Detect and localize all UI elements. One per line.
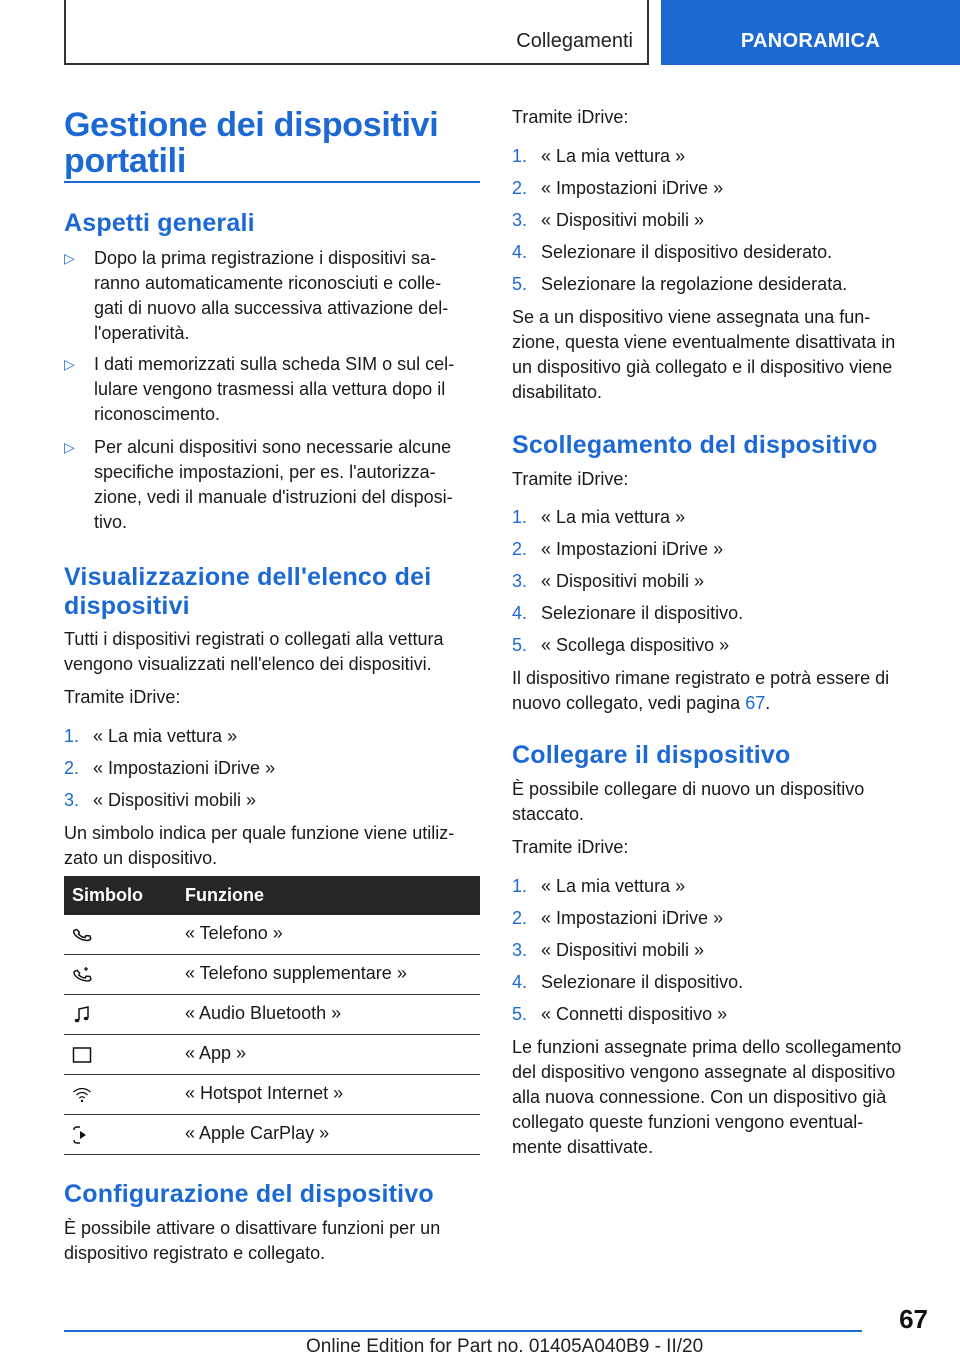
via-idrive-label: Tramite iDrive:: [512, 469, 629, 489]
step-number: 3.: [512, 210, 528, 230]
step-number: 3.: [512, 940, 528, 960]
paragraph-line: dispositivo registrato e collegato.: [64, 1243, 326, 1263]
footer-edition: Online Edition for Part no. 01405A040B9 - II/20: [306, 1336, 704, 1357]
carplay-icon: [72, 1125, 92, 1145]
paragraph-line: collegato queste funzioni vengono eventual-: [512, 1112, 864, 1132]
paragraph-line: staccato.: [512, 804, 585, 824]
step-number: 2.: [512, 539, 528, 559]
table-function-text: « App »: [185, 1043, 247, 1063]
page-title-line1: Gestione dei dispositivi: [64, 106, 439, 144]
step-text: « La mia vettura »: [93, 726, 238, 746]
paragraph-line-with-link: [512, 691, 770, 716]
step-text: Selezionare il dispositivo.: [541, 972, 744, 992]
paragraph-line: disabilitato.: [512, 382, 603, 402]
step-number: 5.: [512, 274, 528, 294]
table-function-text: « Apple CarPlay »: [185, 1123, 330, 1143]
step-number: 3.: [64, 790, 80, 810]
step-number: 1.: [64, 726, 80, 746]
step-number: 1.: [512, 876, 528, 896]
table-row: [64, 1075, 480, 1115]
paragraph-text: nuovo collegato, vedi pagina: [512, 693, 746, 713]
heading-device-list-line1: Visualizzazione dell'elenco dei: [64, 563, 432, 591]
via-idrive-label: Tramite iDrive:: [512, 107, 629, 127]
step-text: « Impostazioni iDrive »: [93, 758, 276, 778]
step-text: « La mia vettura »: [541, 146, 686, 166]
footer-rule: [64, 1330, 862, 1332]
paragraph-line: un dispositivo già collegato e il dispositivo viene: [512, 357, 893, 377]
table-function-text: « Audio Bluetooth »: [185, 1003, 342, 1023]
heading-device-list-line2: dispositivi: [64, 592, 190, 620]
bullet-line: Dopo la prima registrazione i dispositivi sa-: [94, 248, 437, 268]
paragraph-line: È possibile collegare di nuovo un dispositivo: [512, 779, 865, 799]
heading-general: Aspetti generali: [64, 209, 255, 237]
step-text: « Impostazioni iDrive »: [541, 178, 724, 198]
bullet-line: I dati memorizzati sulla scheda SIM o sul cel-: [94, 354, 455, 374]
header-tab-panoramica[interactable]: [661, 0, 960, 65]
paragraph-text: .: [765, 693, 771, 713]
step-text: « Impostazioni iDrive »: [541, 539, 724, 559]
bullet-line: ranno automaticamente riconosciuti e colle-: [94, 273, 442, 293]
table-row: [64, 915, 480, 955]
step-text: « Dispositivi mobili »: [541, 940, 705, 960]
step-number: 4.: [512, 603, 528, 623]
bullet-line: Per alcuni dispositivi sono necessarie alcune: [94, 437, 452, 457]
heading-connect: Collegare il dispositivo: [512, 741, 791, 769]
step-text: Selezionare la regolazione desiderata.: [541, 274, 848, 294]
triangle-bullet-icon: ▷: [64, 250, 75, 266]
title-rule: [64, 181, 480, 183]
step-text: « La mia vettura »: [541, 507, 686, 527]
paragraph-line: Il dispositivo rimane registrato e potrà essere di: [512, 668, 890, 688]
step-text: « Connetti dispositivo »: [541, 1004, 728, 1024]
table-header-function: Funzione: [185, 885, 264, 905]
bullet-line: tivo.: [94, 512, 128, 532]
step-text: Selezionare il dispositivo desiderato.: [541, 242, 833, 262]
step-number: 1.: [512, 507, 528, 527]
music-note-icon: [72, 1005, 92, 1025]
step-number: 5.: [512, 635, 528, 655]
bullet-line: specifiche impostazioni, per es. l'autorizza-: [94, 462, 436, 482]
paragraph-line: Le funzioni assegnate prima dello scollegamento: [512, 1037, 902, 1057]
page-title-line2: portatili: [64, 142, 186, 180]
paragraph-line: Tutti i dispositivi registrati o collegati alla vettura: [64, 629, 444, 649]
page-number: 67: [899, 1304, 928, 1334]
bullet-line: riconoscimento.: [94, 404, 221, 424]
step-number: 2.: [512, 178, 528, 198]
paragraph-line: vengono visualizzati nell'elenco dei dispositivi.: [64, 654, 432, 674]
heading-disconnect: Scollegamento del dispositivo: [512, 431, 878, 459]
step-text: « Dispositivi mobili »: [541, 571, 705, 591]
step-number: 3.: [512, 571, 528, 591]
header-tab-label: PANORAMICA: [740, 30, 881, 52]
paragraph-line: zione, questa viene eventualmente disattivata in: [512, 332, 896, 352]
via-idrive-label: Tramite iDrive:: [512, 837, 629, 857]
table-function-text: « Hotspot Internet »: [185, 1083, 344, 1103]
step-number: 2.: [64, 758, 80, 778]
table-header-symbol: Simbolo: [72, 885, 143, 905]
phone-icon: [72, 925, 92, 945]
step-text: « Scollega dispositivo »: [541, 635, 730, 655]
step-text: « Impostazioni iDrive »: [541, 908, 724, 928]
bullet-line: l'operatività.: [94, 323, 190, 343]
table-function-text: « Telefono supplementare »: [185, 963, 407, 983]
bullet-line: gati di nuovo alla successiva attivazione del-: [94, 298, 449, 318]
step-number: 4.: [512, 242, 528, 262]
paragraph-line: È possibile attivare o disattivare funzioni per un: [64, 1218, 441, 1238]
app-square-icon: [72, 1045, 92, 1065]
bullet-line: zione, vedi il manuale d'istruzioni del disposi-: [94, 487, 453, 507]
table-row: [64, 1035, 480, 1075]
paragraph-line: alla nuova connessione. Con un dispositivo già: [512, 1087, 887, 1107]
page-reference-link[interactable]: 67: [745, 693, 766, 713]
table-header: [64, 876, 480, 915]
paragraph-line: Un simbolo indica per quale funzione viene utiliz-: [64, 823, 455, 843]
step-text: Selezionare il dispositivo.: [541, 603, 744, 623]
table-row: [64, 955, 480, 995]
paragraph-line: mente disattivate.: [512, 1137, 654, 1157]
table-row: [64, 995, 480, 1035]
step-number: 2.: [512, 908, 528, 928]
header-section-title: Collegamenti: [516, 30, 633, 52]
via-idrive-label: Tramite iDrive:: [64, 687, 181, 707]
paragraph-line: Se a un dispositivo viene assegnata una fun-: [512, 307, 871, 327]
header-section-box: [64, 0, 649, 65]
step-text: « Dispositivi mobili »: [541, 210, 705, 230]
paragraph-line: del dispositivo vengono assegnate al dispositivo: [512, 1062, 896, 1082]
table-function-text: « Telefono »: [185, 923, 283, 943]
step-number: 5.: [512, 1004, 528, 1024]
step-text: « La mia vettura »: [541, 876, 686, 896]
paragraph-line: zato un dispositivo.: [64, 848, 218, 868]
step-text: « Dispositivi mobili »: [93, 790, 257, 810]
bullet-line: lulare vengono trasmessi alla vettura dopo il: [94, 379, 446, 399]
triangle-bullet-icon: ▷: [64, 439, 75, 455]
table-row: [64, 1115, 480, 1155]
heading-configuration: Configurazione del dispositivo: [64, 1180, 434, 1208]
step-number: 4.: [512, 972, 528, 992]
step-number: 1.: [512, 146, 528, 166]
wifi-hotspot-icon: [72, 1085, 92, 1105]
additional-phone-icon: [72, 965, 92, 985]
triangle-bullet-icon: ▷: [64, 356, 75, 372]
